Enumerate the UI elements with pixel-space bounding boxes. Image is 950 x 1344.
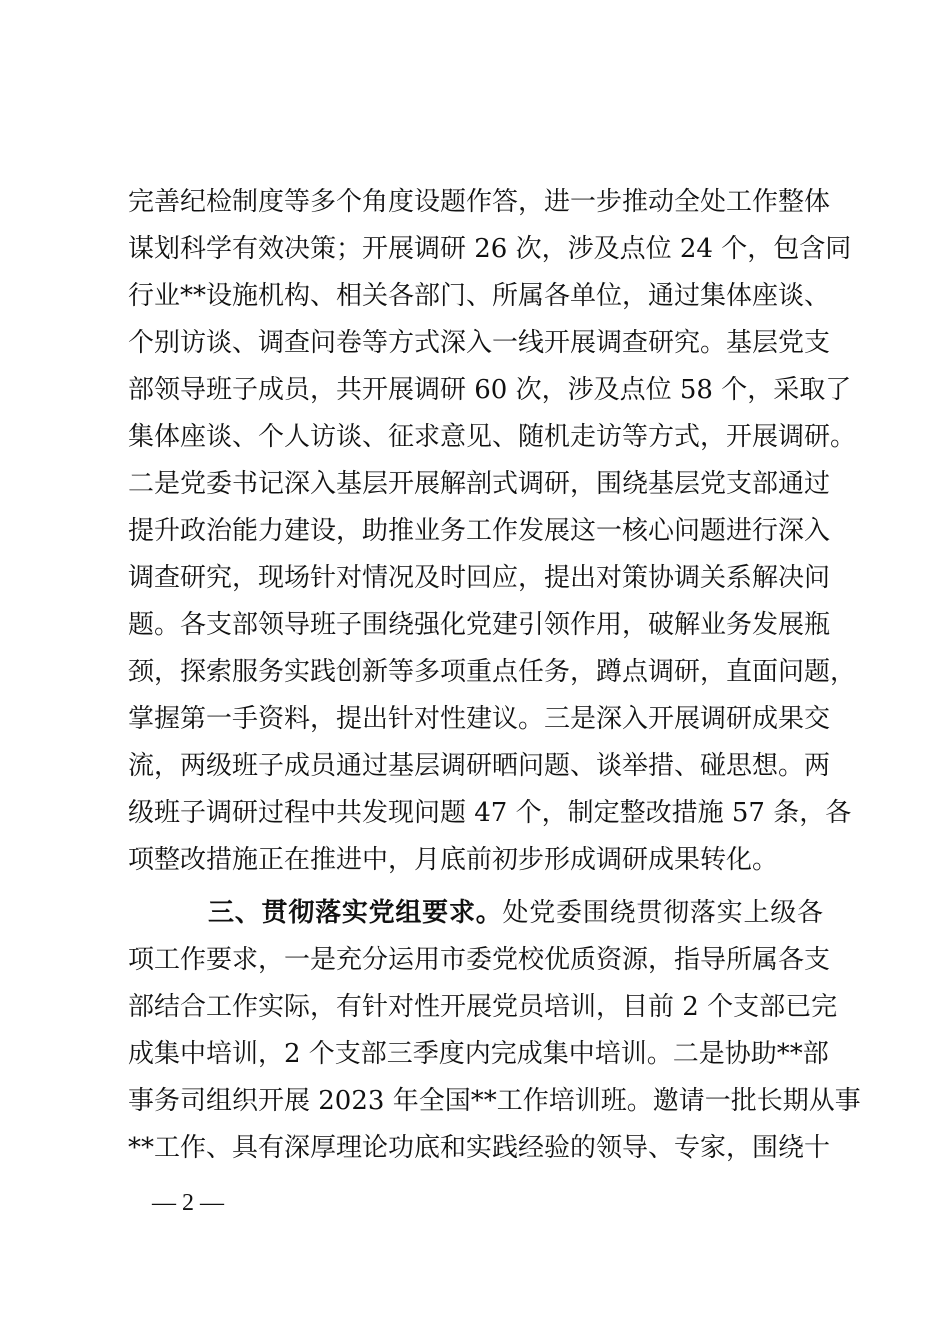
text-line: 集体座谈、个人访谈、征求意见、随机走访等方式，开展调研。 — [128, 422, 857, 452]
text-line: 提升政治能力建设，助推业务工作发展这一核心问题进行深入 — [128, 516, 831, 546]
text-line: 颈，探索服务实践创新等多项重点任务，蹲点调研，直面问题， — [128, 657, 857, 687]
text-line: 完善纪检制度等多个角度设题作答，进一步推动全处工作整体 — [128, 187, 831, 217]
text-line: 行业**设施机构、相关各部门、所属各单位，通过集体座谈、 — [128, 281, 831, 311]
document-body — [128, 179, 861, 1172]
section-3-paragraph — [128, 890, 861, 1172]
page-number: — 2 — — [152, 1190, 224, 1216]
text-line: **工作、具有深厚理论功底和实践经验的领导、专家，围绕十 — [128, 1133, 831, 1163]
text-line: 调查研究，现场针对情况及时回应，提出对策协调关系解决问 — [128, 563, 831, 593]
text-line: 二是党委书记深入基层开展解剖式调研，围绕基层党支部通过 — [128, 469, 831, 499]
text-line: 级班子调研过程中共发现问题 47 个，制定整改措施 57 条，各 — [128, 798, 852, 828]
text-line: 项整改措施正在推进中，月底前初步形成调研成果转化。 — [128, 845, 779, 875]
section-3-heading: 三、贯彻落实党组要求。 — [208, 898, 503, 928]
text-line: 掌握第一手资料，提出针对性建议。三是深入开展调研成果交 — [128, 704, 831, 734]
paragraph-1 — [128, 179, 857, 884]
text-line: 部领导班子成员，共开展调研 60 次，涉及点位 58 个，采取了 — [128, 375, 852, 405]
text-line: 事务司组织开展 2023 年全国**工作培训班。邀请一批长期从事 — [128, 1086, 861, 1116]
text-line: 题。各支部领导班子围绕强化党建引领作用，破解业务发展瓶 — [128, 610, 831, 640]
text-line: 个别访谈、调查问卷等方式深入一线开展调查研究。基层党支 — [128, 328, 831, 358]
text-line: 成集中培训，2 个支部三季度内完成集中培训。二是协助**部 — [128, 1039, 829, 1069]
text-line: 部结合工作实际，有针对性开展党员培训，目前 2 个支部已完 — [128, 992, 838, 1022]
section-3-first-line-text: 处党委围绕贯彻落实上级各 — [502, 898, 823, 928]
text-line: 谋划科学有效决策；开展调研 26 次，涉及点位 24 个，包含同 — [128, 234, 852, 264]
text-line: 项工作要求，一是充分运用市委党校优质资源，指导所属各支 — [128, 945, 831, 975]
section-3-first-line — [128, 890, 823, 937]
text-line: 流，两级班子成员通过基层调研晒问题、谈举措、碰思想。两 — [128, 751, 831, 781]
